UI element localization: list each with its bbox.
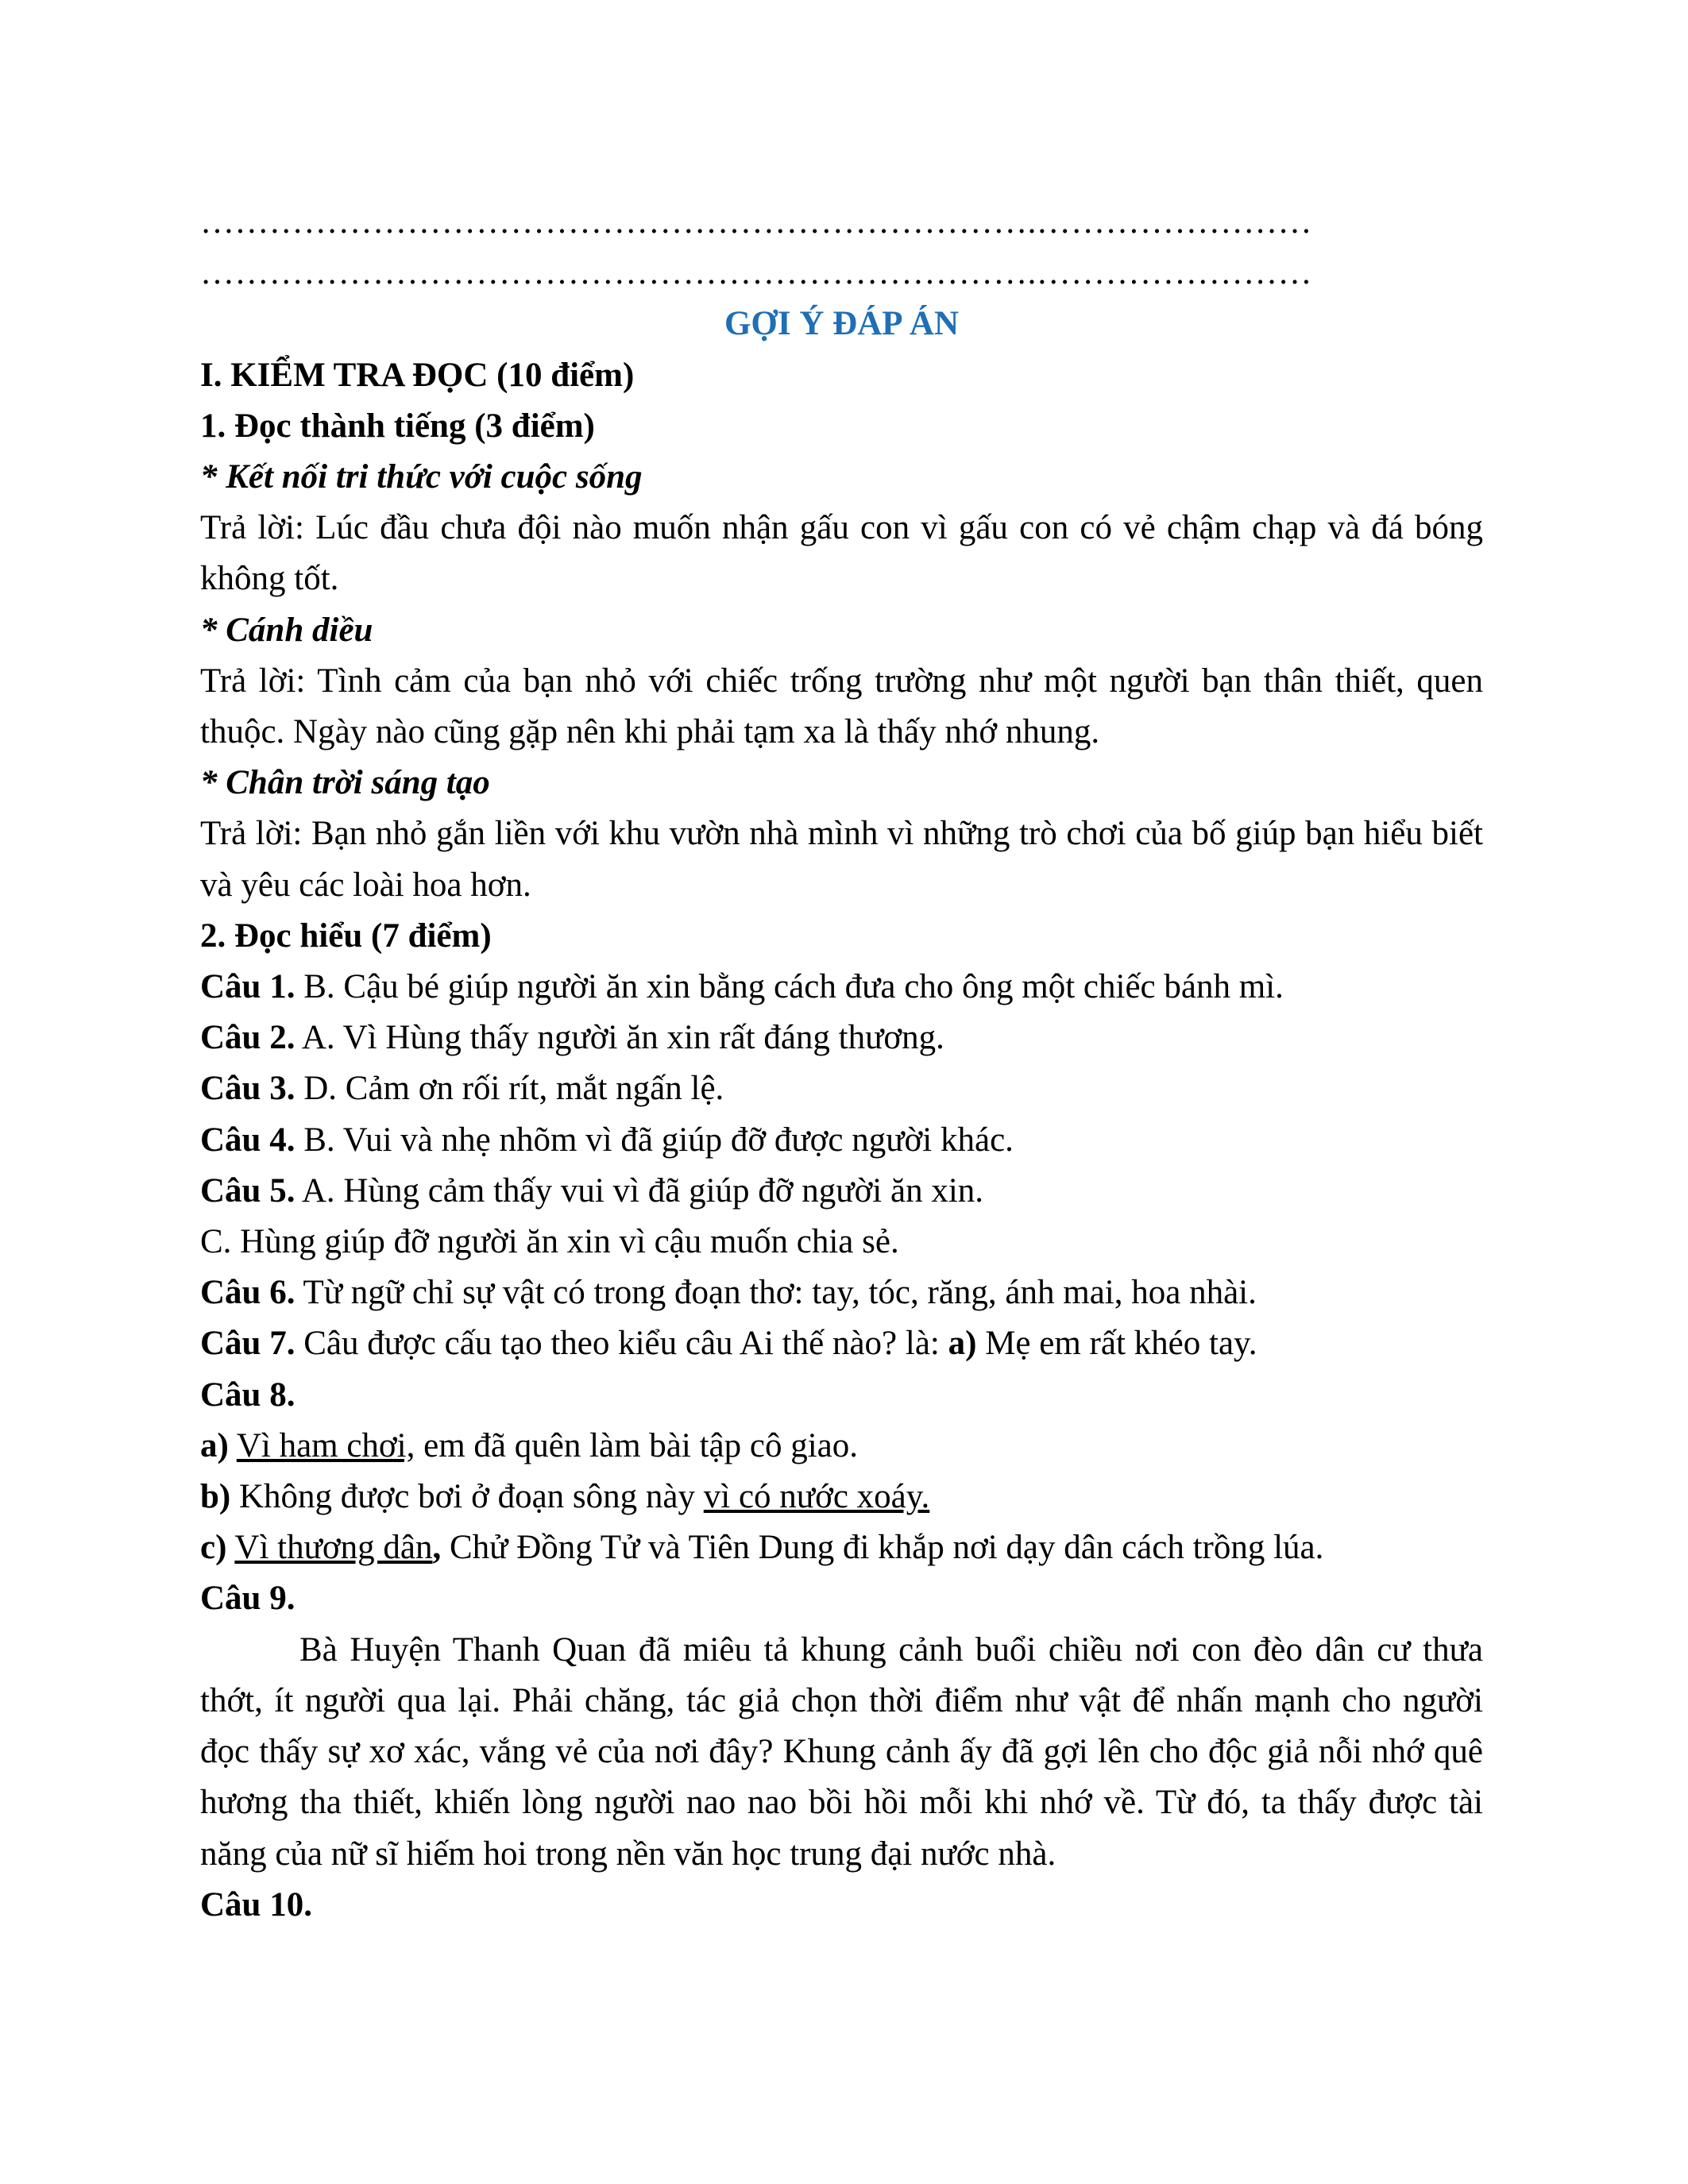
question-label: Câu 2. <box>200 1019 295 1057</box>
question-8-item-b <box>200 1472 1483 1522</box>
comma: , <box>432 1529 442 1567</box>
part-heading-reading-aloud: 1. Đọc thành tiếng (3 điểm) <box>200 407 595 445</box>
question-4 <box>200 1115 1483 1166</box>
underlined-phrase: vì có nước xoáy. <box>703 1478 930 1516</box>
answer-dotted-line: ……………………………………………………………….…………………… <box>200 254 1312 292</box>
question-label: Câu 7. <box>200 1325 295 1363</box>
option-label: a) <box>200 1426 229 1464</box>
option-label: c) <box>200 1529 227 1567</box>
sentence-text: Chử Đồng Tử và Tiên Dung đi khắp nơi dạy dân cách trồng lúa. <box>441 1529 1324 1567</box>
answer-dotted-line: ……………………………………………………………….…………………… <box>200 203 1312 241</box>
book-answer-chan-troi: Trả lời: Bạn nhỏ gắn liền với khu vườn nhà mình vì những trò chơi của bố giúp bạn hiểu biết và yêu các loài hoa hơn. <box>200 815 1483 904</box>
question-2 <box>200 1013 1483 1063</box>
question-3 <box>200 1063 1483 1114</box>
question-text: Câu được cấu tạo theo kiểu câu Ai thế nào? là: <box>295 1325 948 1363</box>
underlined-phrase: Vì ham chơi, <box>236 1426 415 1464</box>
book-heading-chan-troi: * Chân trời sáng tạo <box>200 764 490 802</box>
sentence-text: Không được bơi ở đoạn sông này <box>230 1478 704 1516</box>
question-9-answer: Bà Huyện Thanh Quan đã miêu tả khung cảnh buổi chiều nơi con đèo dân cư thưa thớt, ít người qua lại. Phải chăng, tác giả chọn thời điểm như vật để nhấn mạnh cho người đọc thấy sự xơ xác, vắng vẻ của nơi đây? Khung cảnh ấy đã gợi lên cho độc giả nỗi nhớ quê hương tha thiết, khiến lòng người nao nao bồi hồi mỗi khi nhớ về. Từ đó, ta thấy được tài năng của nữ sĩ hiếm hoi trong nền văn học trung đại nước nhà. <box>200 1630 1483 1873</box>
question-answer: Từ ngữ chỉ sự vật có trong đoạn thơ: tay, tóc, răng, ánh mai, hoa nhài. <box>295 1274 1257 1312</box>
part-heading-comprehension: 2. Đọc hiểu (7 điểm) <box>200 916 492 955</box>
question-label: Câu 5. <box>200 1171 295 1210</box>
question-10-label: Câu 10. <box>200 1885 312 1924</box>
question-label: Câu 6. <box>200 1274 295 1312</box>
question-answer: Mẹ em rất khéo tay. <box>976 1325 1257 1363</box>
question-answer: A. Hùng cảm thấy vui vì đã giúp đỡ người ăn xin. <box>295 1171 984 1210</box>
sentence-text: em đã quên làm bài tập cô giao. <box>415 1426 858 1464</box>
question-label: Câu 3. <box>200 1070 295 1108</box>
sentence-text <box>229 1427 237 1464</box>
question-6 <box>200 1268 1483 1318</box>
book-answer-ket-noi: Trả lời: Lúc đầu chưa đội nào muốn nhận gấu con vì gấu con có vẻ chậm chạp và đá bóng không tốt. <box>200 509 1483 598</box>
section-heading: I. KIỂM TRA ĐỌC (10 điểm) <box>200 356 635 394</box>
question-label: Câu 4. <box>200 1121 295 1159</box>
book-heading-ket-noi: * Kết nối tri thức với cuộc sống <box>200 458 643 496</box>
question-7 <box>200 1318 1483 1369</box>
question-answer: A. Vì Hùng thấy người ăn xin rất đáng thương. <box>295 1019 944 1057</box>
book-heading-canh-dieu: * Cánh diều <box>200 611 373 649</box>
question-8-item-a <box>200 1421 1483 1472</box>
option-label: b) <box>200 1478 231 1516</box>
question-label: Câu 1. <box>200 968 295 1006</box>
question-5-extra-answer: C. Hùng giúp đỡ người ăn xin vì cậu muốn chia sẻ. <box>200 1223 899 1261</box>
document-page <box>200 197 1483 1931</box>
question-8-item-c <box>200 1522 1483 1573</box>
question-5 <box>200 1166 1483 1217</box>
question-answer: D. Cảm ơn rối rít, mắt ngấn lệ. <box>295 1070 724 1108</box>
question-8-label: Câu 8. <box>200 1376 295 1414</box>
answer-key-title: GỢI Ý ĐÁP ÁN <box>724 305 960 343</box>
question-answer: B. Vui và nhẹ nhõm vì đã giúp đỡ được người khác. <box>295 1121 1014 1159</box>
book-answer-canh-dieu: Trả lời: Tình cảm của bạn nhỏ với chiếc trống trường như một người bạn thân thiết, quen thuộc. Ngày nào cũng gặp nên khi phải tạm xa là thấy nhớ nhung. <box>200 662 1483 751</box>
question-9-label: Câu 9. <box>200 1580 295 1618</box>
underlined-phrase: Vì thương dân <box>234 1529 433 1567</box>
option-label: a) <box>948 1325 977 1363</box>
question-1 <box>200 962 1483 1013</box>
question-answer: B. Cậu bé giúp người ăn xin bằng cách đưa cho ông một chiếc bánh mì. <box>295 968 1284 1006</box>
sentence-text <box>226 1529 234 1566</box>
